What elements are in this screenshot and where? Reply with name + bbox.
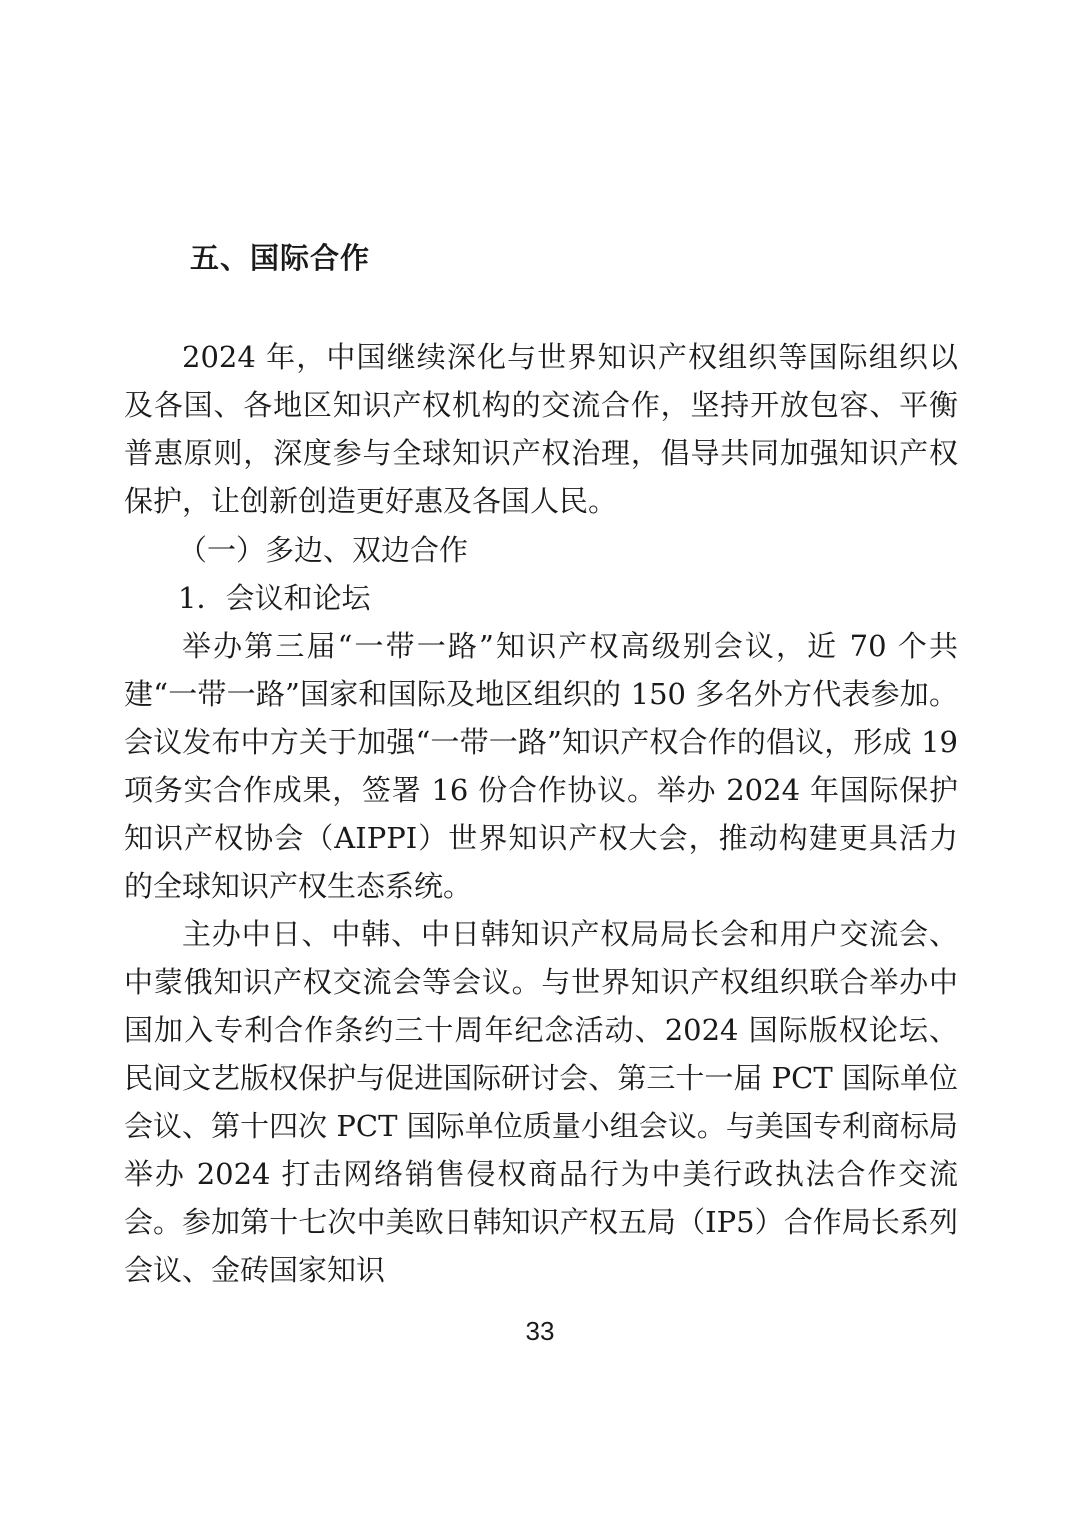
subsection-heading: （一）多边、双边合作 — [178, 533, 469, 567]
paragraph-3: 主办中日、中韩、中日韩知识产权局局长会和用户交流会、中蒙俄知识产权交流会等会议。与世界知识产权组织联合举办中国加入专利合作条约三十周年纪念活动、2024 国际版权论坛、民间文艺版权保护与促进国际研讨会、第三十一届 PCT 国际单位会议、第十四次 PCT 国际单位质量小组会议。与美国专利商标局举办 2024 打击网络销售侵权商品行为中美行政执法合作交流会。参加第十七次中美欧日韩知识产权五局（IP5）合作局长系列会议、金砖国家知识 — [124, 917, 958, 1287]
item-heading: 1．会议和论坛 — [178, 581, 371, 615]
paragraph-3-block — [124, 910, 958, 1294]
paragraph-2: 举办第三届“一带一路”知识产权高级别会议，近 70 个共建“一带一路”国家和国际及地区组织的 150 多名外方代表参加。会议发布中方关于加强“一带一路”知识产权合作的倡议，形成 19 项务实合作成果，签署 16 份合作协议。举办 2024 年国际保护知识产权协会（AIPPI）世界知识产权大会，推动构建更具活力的全球知识产权生态系统。 — [124, 629, 958, 903]
section-title: 五、国际合作 — [190, 241, 371, 275]
intro-paragraph-block — [124, 333, 958, 525]
paragraph-2-block — [124, 622, 958, 910]
page-number: 33 — [525, 1316, 555, 1346]
intro-paragraph: 2024 年，中国继续深化与世界知识产权组织等国际组织以及各国、各地区知识产权机构的交流合作，坚持开放包容、平衡普惠原则，深度参与全球知识产权治理，倡导共同加强知识产权保护，让创新创造更好惠及各国人民。 — [124, 340, 958, 518]
